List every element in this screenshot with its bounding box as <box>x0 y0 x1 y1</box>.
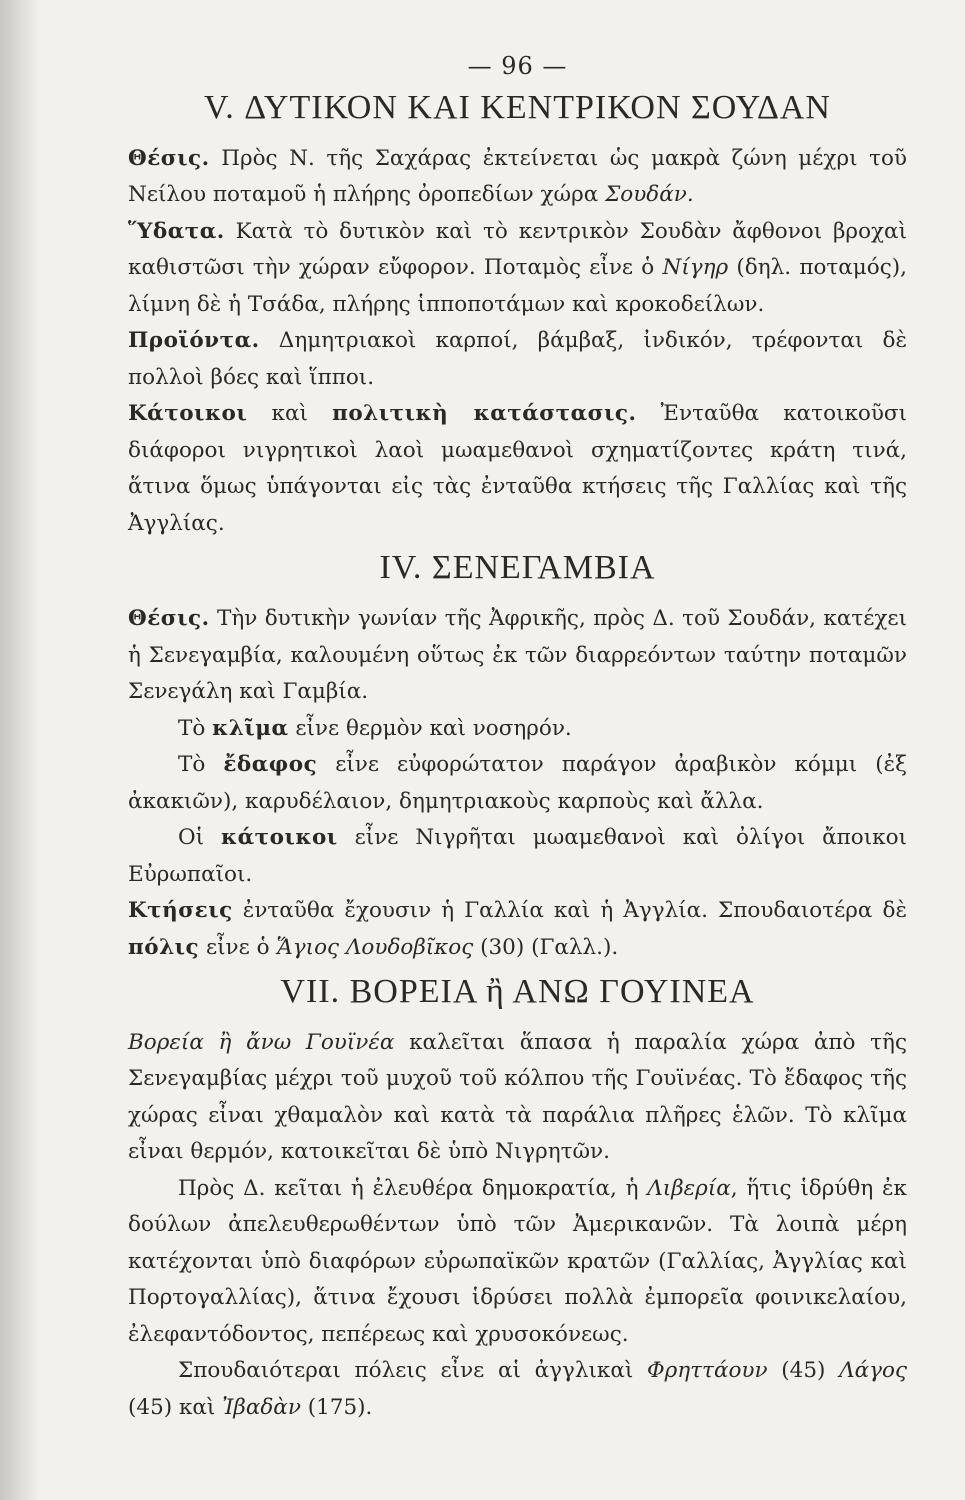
term-heading: ἔδαφος <box>223 752 318 778</box>
paragraph <box>128 747 907 820</box>
term-heading: κλῖμα <box>212 715 289 741</box>
paragraph <box>128 820 907 893</box>
italic-name: Ἰβαδὰν <box>222 1394 301 1420</box>
italic-name: Σουδάν. <box>605 182 694 208</box>
paragraph-text: εἶνε εὐφορώτατον παράγον ἀραβικὸν κόμμι (ἐξ ἀκακιῶν), καρυδέλαιον, δημητριακοὺς καρποὺς καὶ ἄλλα. <box>128 752 908 814</box>
paragraph-text: καλεῖται ἅπασα ἡ παραλία χώρα ἀπὸ τῆς Σενεγαμβίας μέχρι τοῦ μυχοῦ τοῦ κόλπου τῆς Γουϊνέας. Τὸ ἔδαφος τῆς χώρας εἶναι χθαμαλὸν καὶ κατὰ τὰ παράλια πλῆρες ἑλῶν. Τὸ κλῖμα εἶναι θερμόν, κατοικεῖται δὲ ὑπὸ Νιγρητῶν. <box>128 1029 907 1165</box>
paragraph-lead: Τὸ <box>178 752 224 778</box>
paragraph <box>128 893 907 966</box>
paragraph-text: καὶ <box>247 401 333 427</box>
paragraph-text: εἶνε θερμὸν καὶ νοσηρόν. <box>288 715 572 741</box>
paragraph-text: (30) (Γαλλ.). <box>473 934 619 960</box>
term-heading: πολιτικὴ κατάστασις. <box>332 401 637 427</box>
section-heading: V. ΔΥΤΙΚΟΝ ΚΑΙ ΚΕΝΤΡΙΚΟΝ ΣΟΥΔΑΝ <box>204 89 831 126</box>
section-heading: IV. ΣΕΝΕΓΑΜΒΙΑ <box>379 549 656 587</box>
paragraph-text: (δηλ. ποταμός), λίμνη δὲ ἡ Τσάδα, πλήρης ἱπποποτάμων καὶ κροκοδείλων. <box>128 255 907 317</box>
section <box>128 88 907 542</box>
italic-name: Ἅγιος Λουδοβῖκος <box>276 934 474 960</box>
paragraph-text: Πρὸς Δ. κεῖται ἡ ἐλευθέρα δημοκρατία, ἡ <box>178 1175 648 1201</box>
paragraph-text: (45) καὶ <box>128 1394 223 1420</box>
term-heading: πόλις <box>128 934 200 960</box>
term-heading: Κτήσεις <box>128 898 233 924</box>
paragraph <box>128 396 907 542</box>
section <box>128 972 907 1426</box>
paragraph-lead: Τὸ <box>178 715 213 741</box>
term-heading: Θέσις. <box>128 145 210 171</box>
paragraph-text: εἶνε Νιγρῆται μωαμεθανοὶ καὶ ὀλίγοι ἄποικοι Εὐρωπαῖοι. <box>128 825 907 887</box>
paragraph <box>128 1171 907 1354</box>
term-heading: Ὕδατα. <box>128 218 225 244</box>
italic-name: Νίγηρ <box>662 255 729 281</box>
page-number: — 96 — <box>467 52 568 80</box>
term-heading: Θέσις. <box>128 606 210 632</box>
paragraph <box>128 323 907 396</box>
page-binding-shadow <box>0 0 40 1500</box>
paragraph-text: Τὴν δυτικὴν γωνίαν τῆς Ἀφρικῆς, πρὸς Δ. τοῦ Σουδάν, κατέχει ἡ Σενεγαμβία, καλουμένη οὕτως ἐκ τῶν διαρρεόντων ταύτην ποταμῶν Σενεγάλη καὶ Γαμβία. <box>128 606 907 705</box>
section-heading: VII. ΒΟΡΕΙΑ ἢ ΑΝΩ ΓΟΥΙΝΕΑ <box>280 973 755 1011</box>
paragraph <box>128 1025 907 1171</box>
paragraph-text: , ἥτις ἱδρύθη ἐκ δούλων ἀπελευθερωθέντων ὑπὸ τῶν Ἀμερικανῶν. Τὰ λοιπὰ μέρη κατέχονται ὑπὸ διαφόρων εὐρωπαϊκῶν κρατῶν (Γαλλίας, Ἀγγλίας καὶ Πορτογαλλίας), ἅτινα ἔχουσι ἱδρύσει πολλὰ ἐμπορεῖα φοινικελαίου, ἐλεφαντόδοντος, πεπέρεως καὶ χρυσοκόνεως. <box>128 1175 907 1347</box>
paragraph-text: Ἐνταῦθα κατοικοῦσι διάφοροι νιγρητικοὶ λαοὶ μωαμεθανοὶ σχηματίζοντες κράτη τινά, ἅτινα ὅμως ὑπάγονται εἰς τὰς ἐνταῦθα κτήσεις τῆς Γαλλίας καὶ τῆς Ἀγγλίας. <box>128 401 908 536</box>
paragraph-text: ἐνταῦθα ἔχουσιν ἡ Γαλλία καὶ ἡ Ἀγγλία. Σπουδαιοτέρα δὲ <box>232 898 907 924</box>
term-heading: Προϊόντα. <box>128 328 260 354</box>
italic-name: Βορεία ἢ ἄνω Γουϊνέα <box>128 1029 395 1055</box>
paragraph-text: (45) <box>767 1358 840 1384</box>
paragraph <box>128 1353 907 1426</box>
italic-name: Λάγος <box>839 1358 907 1384</box>
paragraph <box>128 711 907 748</box>
italic-name: Λιβερία <box>647 1175 731 1201</box>
paragraph-text: (175). <box>300 1394 373 1420</box>
term-heading: Κάτοικοι <box>128 401 248 427</box>
paragraph-text: εἶνε ὁ <box>199 934 277 960</box>
term-heading: κάτοικοι <box>220 825 338 851</box>
paragraph-lead: Οἱ <box>178 825 221 851</box>
paragraph-text: Δημητριακοὶ καρποί, βάμβαξ, ἰνδικόν, τρέφονται δὲ πολλοὶ βόες καὶ ἵπποι. <box>128 328 907 390</box>
paragraph <box>128 214 907 324</box>
paragraph-text: Κατὰ τὸ δυτικὸν καὶ τὸ κεντρικὸν Σουδὰν ἄφθονοι βροχαὶ καθιστῶσι τὴν χώραν εὔφορον. Ποταμὸς εἶνε ὁ <box>128 218 907 281</box>
paragraph-text: Πρὸς Ν. τῆς Σαχάρας ἐκτείνεται ὡς μακρὰ ζώνη μέχρι τοῦ Νείλου ποταμοῦ ἡ πλήρης ὀροπεδίων χώρα <box>128 145 907 208</box>
page-content <box>128 88 907 1426</box>
paragraph <box>128 601 907 711</box>
section <box>128 548 907 966</box>
paragraph <box>128 141 907 214</box>
paragraph-text: Σπουδαιότεραι πόλεις εἶνε αἱ ἀγγλικαὶ <box>178 1358 648 1384</box>
italic-name: Φρηττάουν <box>647 1358 768 1384</box>
